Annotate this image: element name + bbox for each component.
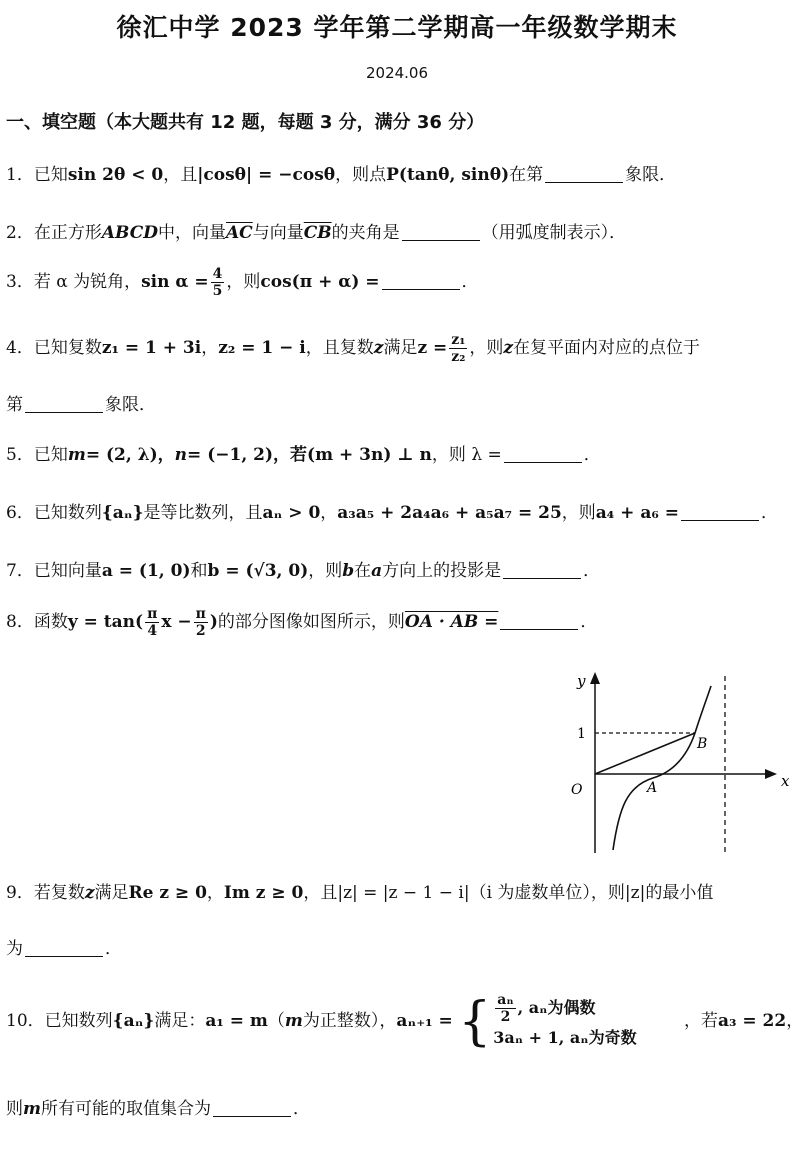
answer-blank xyxy=(545,164,623,183)
q1-math: P(tanθ, sinθ) xyxy=(386,165,510,185)
q9-text: ． xyxy=(105,939,122,959)
q4-text: 满足 xyxy=(383,338,418,358)
q5-math: = (−1, 2)，若 xyxy=(187,445,308,465)
q2-text: 与向量 xyxy=(252,223,304,243)
q6-math: a₃a₅ + 2a₄a₆ + a₅a₇ = 25 xyxy=(337,503,562,523)
question-4 xyxy=(6,332,700,365)
fraction-denominator: 5 xyxy=(212,283,223,299)
q4-math: z = xyxy=(417,338,448,358)
question-3 xyxy=(6,266,479,299)
question-9-cont xyxy=(6,934,122,959)
q10-text: （ xyxy=(267,1011,285,1031)
question-10 xyxy=(6,992,803,1051)
x-axis-label: x xyxy=(781,772,790,790)
q6-math: {aₙ} xyxy=(101,503,144,523)
q9-math: Re z ≥ 0 xyxy=(128,883,207,903)
q4-text: 第 xyxy=(6,395,23,415)
q2-text: （用弧度制表示）． xyxy=(481,223,627,243)
case-even xyxy=(493,992,636,1025)
section-heading: 一、填空题（本大题共有 12 题，每题 3 分，满分 36 分） xyxy=(6,112,485,133)
answer-blank xyxy=(25,394,103,413)
q3-math: sin α = xyxy=(141,272,209,292)
q10-text: 所有可能的取值集合为 xyxy=(41,1099,211,1119)
q1-text: ，则点 xyxy=(335,165,387,185)
q6-text: ， xyxy=(320,503,338,523)
q4-text: 4．已知复数 xyxy=(6,338,102,358)
question-1 xyxy=(6,160,676,185)
q1-text: 在第 xyxy=(509,165,544,185)
vector-n: n xyxy=(174,445,188,465)
q1-text: 1．已知 xyxy=(6,165,68,185)
q7-math: b xyxy=(342,561,355,581)
q3-text: 3．若 α 为锐角， xyxy=(6,272,142,292)
q10-math: {aₙ} xyxy=(112,1011,155,1031)
answer-blank xyxy=(503,560,581,579)
q10-text: 则 xyxy=(6,1099,23,1119)
q10-math: a₁ = m xyxy=(205,1011,268,1031)
q9-math: |z| = |z − 1 − i| xyxy=(337,883,470,903)
q7-text: ． xyxy=(583,561,601,581)
fraction-denominator: 2 xyxy=(500,1009,511,1025)
x-axis-arrow xyxy=(765,769,777,779)
point-a-label: A xyxy=(647,780,658,796)
q7-text: 7．已知向量 xyxy=(6,561,102,581)
q10-math: m xyxy=(23,1099,41,1119)
q8-text: 8．函数 xyxy=(6,612,68,632)
fraction xyxy=(495,992,515,1025)
case-even-text: , aₙ为偶数 xyxy=(517,998,596,1017)
q2-math: ABCD xyxy=(101,223,158,243)
q10-text: 满足： xyxy=(154,1011,206,1031)
q7-text: 方向上的投影是 xyxy=(382,561,502,581)
q4-math: z xyxy=(373,338,384,358)
q8-math: OA · AB = xyxy=(404,612,499,632)
y-axis-arrow xyxy=(590,672,600,684)
q9-text: ，且 xyxy=(303,883,338,903)
q9-text: 满足 xyxy=(94,883,129,903)
question-2 xyxy=(6,218,626,243)
q4-math: z₂ = 1 − i xyxy=(218,338,306,358)
fraction xyxy=(145,606,159,639)
q4-math: z₁ = 1 + 3i xyxy=(101,338,202,358)
q1-text: ，且 xyxy=(163,165,198,185)
fraction xyxy=(449,332,467,365)
vector-ac: $\overline{AC}$ xyxy=(225,223,253,243)
y-tick-one: 1 xyxy=(577,726,586,742)
q4-text: 在复平面内对应的点位于 xyxy=(513,338,701,358)
q10-text: ． xyxy=(293,1099,310,1119)
fraction-denominator: z₂ xyxy=(451,349,466,365)
q8-text: 的部分图像如图所示，则 xyxy=(217,612,405,632)
answer-blank xyxy=(25,938,103,957)
question-5 xyxy=(6,440,601,465)
fraction xyxy=(211,266,225,299)
cases-list xyxy=(493,992,636,1051)
segment-ob xyxy=(595,733,695,774)
question-9 xyxy=(6,878,713,903)
point-b-label: B xyxy=(697,736,708,752)
q6-text: 6．已知数列 xyxy=(6,503,102,523)
vector-m: m xyxy=(67,445,86,465)
q9-math: z xyxy=(84,883,95,903)
q1-math: sin 2θ < 0 xyxy=(67,165,164,185)
q6-math: aₙ > 0 xyxy=(262,503,321,523)
fraction-numerator: aₙ xyxy=(497,992,514,1008)
q5-math: = (2, λ)， xyxy=(85,445,175,465)
fraction-numerator: 4 xyxy=(212,266,223,282)
answer-blank xyxy=(213,1098,291,1117)
q8-math: x − xyxy=(161,612,192,632)
q7-text: 在 xyxy=(354,561,372,581)
question-8 xyxy=(6,606,597,639)
q3-math: cos(π + α) = xyxy=(260,272,380,292)
answer-blank xyxy=(681,502,759,521)
q9-text: 为 xyxy=(6,939,23,959)
q10-text: ， xyxy=(786,1011,803,1031)
tangent-curve xyxy=(613,686,711,850)
q4-text: 象限． xyxy=(105,395,156,415)
origin-label: O xyxy=(571,782,583,798)
q9-text: （i 为虚数单位），则 xyxy=(469,883,625,903)
fraction-numerator: π xyxy=(147,606,158,622)
y-axis-label: y xyxy=(577,672,586,690)
vector-b: b = (√3, 0) xyxy=(207,561,309,581)
q10-text: 10．已知数列 xyxy=(6,1011,113,1031)
q6-text: ，则 xyxy=(561,503,596,523)
q9-math: Im z ≥ 0 xyxy=(223,883,304,903)
q9-text: 9．若复数 xyxy=(6,883,85,903)
piecewise-cases xyxy=(458,992,636,1051)
fraction-denominator: 4 xyxy=(147,623,158,639)
q5-text: ． xyxy=(583,445,601,465)
exam-date: 2024.06 xyxy=(365,64,429,82)
answer-blank xyxy=(504,444,582,463)
q6-text: ． xyxy=(760,503,778,523)
q3-text: ． xyxy=(461,272,479,292)
q1-math: |cosθ| = −cosθ xyxy=(197,165,336,185)
q10-text: 为正整数）， xyxy=(302,1011,397,1031)
q3-text: ，则 xyxy=(226,272,261,292)
q5-text: ，则 λ = xyxy=(431,445,502,465)
answer-blank xyxy=(382,271,460,290)
left-brace: { xyxy=(458,991,492,1052)
vector-a: a = (1, 0) xyxy=(101,561,191,581)
q4-math: z xyxy=(503,338,514,358)
q7-text: ，则 xyxy=(308,561,343,581)
fraction xyxy=(194,606,208,639)
answer-blank xyxy=(500,611,578,630)
q4-text: ， xyxy=(201,338,219,358)
q5-text: 5．已知 xyxy=(6,445,68,465)
question-4-cont xyxy=(6,390,156,415)
q5-math: (m + 3n) ⊥ n xyxy=(307,445,432,465)
q10-text: ，若 xyxy=(684,1011,719,1031)
q8-text: ． xyxy=(580,612,598,632)
page-title: 徐汇中学 2023 学年第二学期高一年级数学期末 xyxy=(116,13,678,42)
q6-math: a₄ + a₆ = xyxy=(595,503,679,523)
q10-math: m xyxy=(284,1011,303,1031)
q9-text: ， xyxy=(206,883,224,903)
question-6 xyxy=(6,498,778,523)
case-odd: 3aₙ + 1, aₙ为奇数 xyxy=(493,1028,637,1047)
q2-text: 的夹角是 xyxy=(331,223,400,243)
q2-text: 2．在正方形 xyxy=(6,223,102,243)
vector-cb: $\overline{CB}$ xyxy=(303,223,332,243)
q1-text: 象限． xyxy=(625,165,677,185)
question-10-cont xyxy=(6,1094,310,1119)
answer-blank xyxy=(402,222,480,241)
tangent-graph xyxy=(555,668,795,858)
q4-text: ，则 xyxy=(469,338,504,358)
fraction-numerator: π xyxy=(195,606,206,622)
q2-text: 中，向量 xyxy=(157,223,226,243)
fraction-denominator: 2 xyxy=(195,623,206,639)
question-7 xyxy=(6,556,600,581)
q7-math: a xyxy=(371,561,383,581)
q9-text: 的最小值 xyxy=(645,883,714,903)
q7-text: 和 xyxy=(190,561,208,581)
q8-math: y = tan( xyxy=(67,612,144,632)
q8-math: ) xyxy=(209,612,218,632)
fraction-numerator: z₁ xyxy=(451,332,466,348)
q6-text: 是等比数列，且 xyxy=(143,503,263,523)
q4-text: ，且复数 xyxy=(305,338,374,358)
q9-math: |z| xyxy=(624,883,646,903)
q10-math: a₃ = 22 xyxy=(718,1011,787,1031)
q10-math: aₙ₊₁ = xyxy=(396,1011,453,1031)
